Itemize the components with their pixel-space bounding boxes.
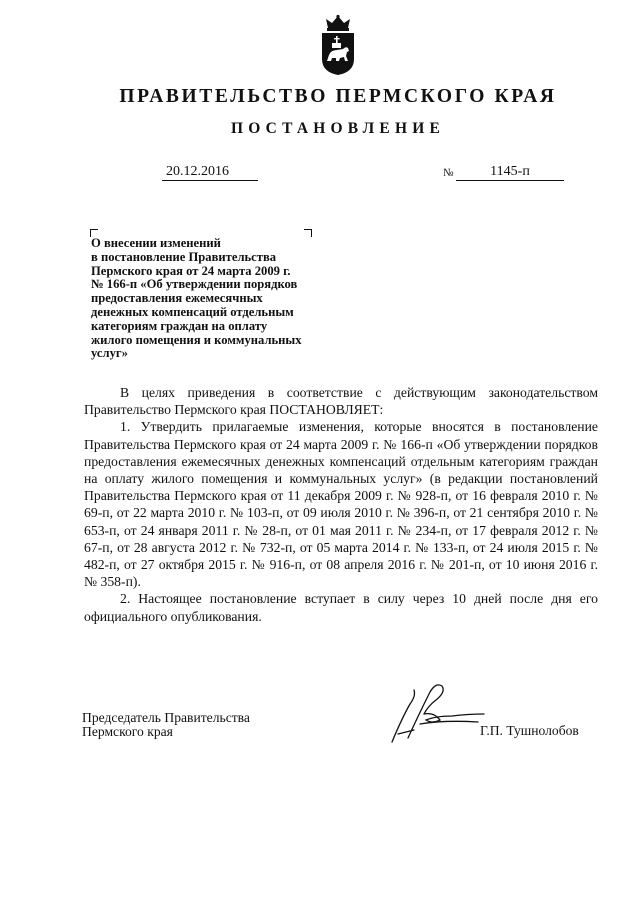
perm-coat-of-arms-icon bbox=[317, 14, 359, 76]
subject-line: категориям граждан на оплату bbox=[91, 318, 268, 333]
organization-title: ПРАВИТЕЛЬСТВО ПЕРМСКОГО КРАЯ bbox=[119, 86, 557, 107]
number-label: № bbox=[443, 167, 454, 179]
document-body bbox=[84, 384, 598, 625]
document-date: 20.12.2016 bbox=[162, 164, 258, 181]
body-paragraph-item-1: 1. Утвердить прилагаемые изменения, которые вносятся в постановление Правительства Пермского края от 24 марта 2009 г. № 166-п «Об утверждении порядков предоставления ежемесячных денежных компенсаций отдельным категориям граждан на оплату жилого помещения и коммунальных услуг» (в редакции постановлений Правительства Пермского края от 11 декабря 2009 г. № 928-п, от 16 февраля 2010 г. № 69-п, от 22 марта 2010 г. № 103-п, от 09 июля 2010 г. № 396-п, от 21 сентября 2010 г. № 653-п, от 24 января 2011 г. № 28-п, от 01 мая 2011 г. № 234-п, от 17 февраля 2012 г. № 67-п, от 28 августа 2012 г. № 732-п, от 05 марта 2014 г. № 133-п, от 24 июля 2015 г. № 482-п, от 27 октября 2015 г. № 916-п, от 08 апреля 2016 г. № 201-п, от 10 июня 2016 г. № 358-п). bbox=[84, 419, 598, 590]
signer-position-line: Пермского края bbox=[82, 724, 173, 739]
handwritten-signature bbox=[388, 676, 490, 746]
subject-line: жилого помещения и коммунальных bbox=[91, 332, 302, 347]
document-subject bbox=[91, 237, 381, 361]
subject-corner-mark bbox=[304, 229, 312, 237]
subject-line: денежных компенсаций отдельным bbox=[91, 304, 294, 319]
document-type: ПОСТАНОВЛЕНИЕ bbox=[230, 120, 446, 137]
body-paragraph-preamble: В целях приведения в соответствие с действующим законодательством Правительство Пермского края ПОСТАНОВЛЯЕТ: bbox=[84, 385, 598, 418]
subject-line: О внесении изменений bbox=[91, 236, 221, 250]
signer-position-line: Председатель Правительства bbox=[82, 710, 250, 725]
subject-line: предоставления ежемесячных bbox=[91, 291, 263, 306]
body-paragraph-item-2: 2. Настоящее постановление вступает в силу через 10 дней после дня его официального опубликования. bbox=[84, 591, 598, 624]
signer-position bbox=[82, 711, 250, 739]
signer-name: Г.П. Тушнолобов bbox=[480, 723, 579, 738]
subject-line: Пермского края от 24 марта 2009 г. bbox=[91, 263, 291, 278]
document-number: 1145-п bbox=[456, 164, 564, 181]
subject-line: № 166-п «Об утверждении порядков bbox=[91, 277, 298, 292]
subject-line: в постановление Правительства bbox=[91, 249, 277, 264]
subject-line: услуг» bbox=[91, 346, 128, 361]
